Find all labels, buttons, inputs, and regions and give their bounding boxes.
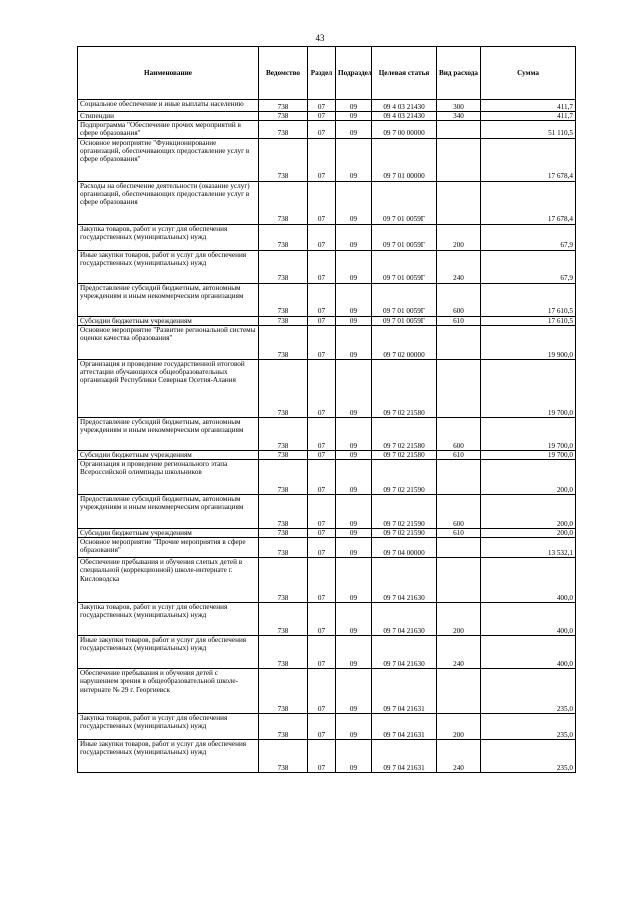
- cell-expense-type: 600: [437, 417, 481, 450]
- cell-section: 07: [308, 558, 336, 603]
- cell-expense-type: 340: [437, 112, 481, 121]
- cell-department: 738: [259, 138, 308, 181]
- cell-target-article: 09 7 02 21590: [372, 495, 437, 529]
- cell-amount: 17 678,4: [481, 181, 576, 224]
- cell-section: 07: [308, 112, 336, 121]
- cell-department: 738: [259, 636, 308, 669]
- cell-amount: 17 678,4: [481, 138, 576, 181]
- cell-department: 738: [259, 417, 308, 450]
- cell-subsection: 09: [336, 250, 372, 283]
- table-row: [78, 325, 576, 359]
- cell-target-article: 09 7 04 21631: [372, 669, 437, 714]
- cell-department: 738: [259, 450, 308, 459]
- cell-amount: 200,0: [481, 460, 576, 495]
- cell-department: 738: [259, 181, 308, 224]
- cell-subsection: 09: [336, 714, 372, 740]
- cell-amount: 19 700,0: [481, 417, 576, 450]
- cell-amount: 67,9: [481, 224, 576, 250]
- cell-target-article: 09 4 03 21430: [372, 112, 437, 121]
- budget-table: [77, 46, 576, 773]
- cell-name: Субсидии бюджетным учреждениям: [78, 529, 259, 538]
- cell-name: Основное мероприятие "Развитие региональной системы оценки качества образования": [78, 325, 259, 359]
- header-name: Наименование: [78, 47, 259, 100]
- cell-expense-type: 600: [437, 283, 481, 316]
- cell-expense-type: 200: [437, 224, 481, 250]
- cell-amount: 19 900,0: [481, 325, 576, 359]
- cell-department: 738: [259, 100, 308, 112]
- cell-department: 738: [259, 325, 308, 359]
- cell-amount: 400,0: [481, 603, 576, 636]
- cell-subsection: 09: [336, 460, 372, 495]
- cell-section: 07: [308, 181, 336, 224]
- cell-name: Субсидии бюджетным учреждениям: [78, 316, 259, 325]
- cell-target-article: 09 7 02 21590: [372, 529, 437, 538]
- cell-expense-type: 240: [437, 636, 481, 669]
- table-row: [78, 714, 576, 740]
- cell-department: 738: [259, 121, 308, 138]
- cell-amount: 13 532,1: [481, 538, 576, 558]
- cell-subsection: 09: [336, 112, 372, 121]
- cell-expense-type: [437, 138, 481, 181]
- cell-name: Субсидии бюджетным учреждениям: [78, 450, 259, 459]
- cell-expense-type: [437, 460, 481, 495]
- cell-section: 07: [308, 316, 336, 325]
- cell-expense-type: 610: [437, 450, 481, 459]
- cell-target-article: 09 7 01 0059Г: [372, 283, 437, 316]
- cell-amount: 411,7: [481, 100, 576, 112]
- cell-name: Предоставление субсидий бюджетным, автономным учреждениям и иным некоммерческим организациям: [78, 283, 259, 316]
- cell-expense-type: 240: [437, 740, 481, 773]
- cell-section: 07: [308, 714, 336, 740]
- table-row: [78, 636, 576, 669]
- cell-subsection: 09: [336, 121, 372, 138]
- cell-subsection: 09: [336, 495, 372, 529]
- cell-name: Закупка товаров, работ и услуг для обеспечения государственных (муниципальных) нужд: [78, 714, 259, 740]
- cell-section: 07: [308, 538, 336, 558]
- cell-section: 07: [308, 460, 336, 495]
- table-row: [78, 359, 576, 417]
- cell-department: 738: [259, 714, 308, 740]
- cell-department: 738: [259, 538, 308, 558]
- cell-target-article: 09 4 03 21430: [372, 100, 437, 112]
- table-row: [78, 121, 576, 138]
- cell-expense-type: [437, 359, 481, 417]
- cell-section: 07: [308, 603, 336, 636]
- cell-department: 738: [259, 112, 308, 121]
- table-row: [78, 181, 576, 224]
- cell-subsection: 09: [336, 636, 372, 669]
- cell-target-article: 09 7 04 21630: [372, 636, 437, 669]
- cell-section: 07: [308, 740, 336, 773]
- cell-target-article: 09 7 02 21580: [372, 417, 437, 450]
- page-number: 43: [315, 33, 325, 43]
- cell-target-article: 09 7 00 00000: [372, 121, 437, 138]
- cell-subsection: 09: [336, 417, 372, 450]
- cell-name: Закупка товаров, работ и услуг для обеспечения государственных (муниципальных) нужд: [78, 224, 259, 250]
- cell-department: 738: [259, 740, 308, 773]
- cell-subsection: 09: [336, 669, 372, 714]
- cell-name: Подпрограмма "Обеспечение прочих мероприятий в сфере образования": [78, 121, 259, 138]
- table-row: [78, 460, 576, 495]
- table-row: [78, 283, 576, 316]
- cell-amount: 51 110,5: [481, 121, 576, 138]
- cell-department: 738: [259, 669, 308, 714]
- cell-department: 738: [259, 603, 308, 636]
- cell-expense-type: 200: [437, 714, 481, 740]
- cell-subsection: 09: [336, 325, 372, 359]
- table-row: [78, 669, 576, 714]
- cell-subsection: 09: [336, 138, 372, 181]
- cell-expense-type: 610: [437, 529, 481, 538]
- table-row: [78, 495, 576, 529]
- cell-subsection: 09: [336, 224, 372, 250]
- table-row: [78, 529, 576, 538]
- cell-section: 07: [308, 325, 336, 359]
- cell-section: 07: [308, 669, 336, 714]
- table-row: [78, 138, 576, 181]
- cell-name: Расходы на обеспечение деятельности (оказание услуг) организаций, обеспечивающих предоставление услуг в сфере образования: [78, 181, 259, 224]
- cell-amount: 19 700,0: [481, 450, 576, 459]
- cell-section: 07: [308, 417, 336, 450]
- cell-subsection: 09: [336, 740, 372, 773]
- cell-name: Предоставление субсидий бюджетным, автономным учреждениям и иным некоммерческим организациям: [78, 417, 259, 450]
- table-row: [78, 450, 576, 459]
- table-header-row: [78, 47, 576, 100]
- cell-subsection: 09: [336, 100, 372, 112]
- table-row: [78, 100, 576, 112]
- cell-name: Основное мероприятие "Прочие мероприятия в сфере образования": [78, 538, 259, 558]
- cell-target-article: 09 7 04 21631: [372, 740, 437, 773]
- cell-section: 07: [308, 138, 336, 181]
- cell-subsection: 09: [336, 538, 372, 558]
- cell-name: Организация и проведение регионального этапа Всероссийской олимпиады школьников: [78, 460, 259, 495]
- cell-department: 738: [259, 460, 308, 495]
- cell-amount: 67,9: [481, 250, 576, 283]
- cell-amount: 235,0: [481, 669, 576, 714]
- cell-expense-type: [437, 558, 481, 603]
- cell-expense-type: [437, 669, 481, 714]
- cell-target-article: 09 7 02 21580: [372, 450, 437, 459]
- cell-subsection: 09: [336, 450, 372, 459]
- cell-expense-type: [437, 181, 481, 224]
- cell-target-article: 09 7 02 21580: [372, 359, 437, 417]
- cell-name: Иные закупки товаров, работ и услуг для обеспечения государственных (муниципальных) нужд: [78, 250, 259, 283]
- cell-name: Обеспечение пребывания и обучения детей с нарушением зрения в общеобразовательной школе-интернате № 29 г. Георгиевск: [78, 669, 259, 714]
- table-body: [78, 100, 576, 773]
- cell-target-article: 09 7 02 00000: [372, 325, 437, 359]
- cell-amount: 235,0: [481, 740, 576, 773]
- cell-name: Обеспечение пребывания и обучения слепых детей в специальной (коррекционной) школе-интернате г. Кисловодска: [78, 558, 259, 603]
- cell-department: 738: [259, 558, 308, 603]
- cell-name: Иные закупки товаров, работ и услуг для обеспечения государственных (муниципальных) нужд: [78, 740, 259, 773]
- cell-subsection: 09: [336, 603, 372, 636]
- cell-department: 738: [259, 224, 308, 250]
- cell-expense-type: 600: [437, 495, 481, 529]
- cell-target-article: 09 7 01 0059Г: [372, 316, 437, 325]
- table-row: [78, 224, 576, 250]
- header-department: Ведомство: [259, 47, 308, 100]
- cell-expense-type: [437, 121, 481, 138]
- cell-subsection: 09: [336, 558, 372, 603]
- cell-section: 07: [308, 121, 336, 138]
- cell-department: 738: [259, 250, 308, 283]
- table-row: [78, 603, 576, 636]
- cell-section: 07: [308, 100, 336, 112]
- cell-name: Предоставление субсидий бюджетным, автономным учреждениям и иным некоммерческим организациям: [78, 495, 259, 529]
- cell-section: 07: [308, 224, 336, 250]
- cell-section: 07: [308, 283, 336, 316]
- cell-section: 07: [308, 359, 336, 417]
- cell-expense-type: [437, 325, 481, 359]
- cell-expense-type: 240: [437, 250, 481, 283]
- cell-department: 738: [259, 529, 308, 538]
- cell-amount: 17 610,5: [481, 316, 576, 325]
- cell-amount: 400,0: [481, 558, 576, 603]
- table-row: [78, 558, 576, 603]
- cell-target-article: 09 7 01 0059Г: [372, 181, 437, 224]
- cell-amount: 400,0: [481, 636, 576, 669]
- cell-name: Закупка товаров, работ и услуг для обеспечения государственных (муниципальных) нужд: [78, 603, 259, 636]
- cell-name: Стипендии: [78, 112, 259, 121]
- table-row: [78, 112, 576, 121]
- header-subsection: Подраздел: [336, 47, 372, 100]
- cell-target-article: 09 7 01 00000: [372, 138, 437, 181]
- cell-amount: 411,7: [481, 112, 576, 121]
- header-section: Раздел: [308, 47, 336, 100]
- cell-department: 738: [259, 359, 308, 417]
- cell-subsection: 09: [336, 316, 372, 325]
- cell-department: 738: [259, 316, 308, 325]
- cell-name: Организация и проведение государственной итоговой аттестации обучающихся общеобразовательных организаций Республики Северная Осетия-Алания: [78, 359, 259, 417]
- header-amount: Сумма: [481, 47, 576, 100]
- cell-target-article: 09 7 04 21630: [372, 603, 437, 636]
- header-target-article: Целевая статья: [372, 47, 437, 100]
- cell-section: 07: [308, 636, 336, 669]
- cell-target-article: 09 7 01 0059Г: [372, 224, 437, 250]
- cell-target-article: 09 7 01 0059Г: [372, 250, 437, 283]
- table-row: [78, 740, 576, 773]
- cell-target-article: 09 7 02 21590: [372, 460, 437, 495]
- cell-name: Основное мероприятие "Функционирование организаций, обеспечивающих предоставление услуг в сфере образования": [78, 138, 259, 181]
- cell-department: 738: [259, 495, 308, 529]
- table-row: [78, 417, 576, 450]
- cell-amount: 235,0: [481, 714, 576, 740]
- cell-section: 07: [308, 250, 336, 283]
- cell-subsection: 09: [336, 181, 372, 224]
- cell-subsection: 09: [336, 283, 372, 316]
- cell-target-article: 09 7 04 21631: [372, 714, 437, 740]
- table-row: [78, 316, 576, 325]
- cell-section: 07: [308, 450, 336, 459]
- cell-name: Социальное обеспечение и иные выплаты населению: [78, 100, 259, 112]
- cell-target-article: 09 7 04 00000: [372, 538, 437, 558]
- cell-department: 738: [259, 283, 308, 316]
- cell-expense-type: [437, 538, 481, 558]
- cell-amount: 200,0: [481, 529, 576, 538]
- cell-subsection: 09: [336, 359, 372, 417]
- cell-target-article: 09 7 04 21630: [372, 558, 437, 603]
- cell-amount: 19 700,0: [481, 359, 576, 417]
- cell-expense-type: 300: [437, 100, 481, 112]
- cell-subsection: 09: [336, 529, 372, 538]
- cell-amount: 200,0: [481, 495, 576, 529]
- table-row: [78, 538, 576, 558]
- header-expense-type: Вид расхода: [437, 47, 481, 100]
- cell-section: 07: [308, 529, 336, 538]
- cell-name: Иные закупки товаров, работ и услуг для обеспечения государственных (муниципальных) нужд: [78, 636, 259, 669]
- table-row: [78, 250, 576, 283]
- cell-section: 07: [308, 495, 336, 529]
- cell-amount: 17 610,5: [481, 283, 576, 316]
- cell-expense-type: 200: [437, 603, 481, 636]
- cell-expense-type: 610: [437, 316, 481, 325]
